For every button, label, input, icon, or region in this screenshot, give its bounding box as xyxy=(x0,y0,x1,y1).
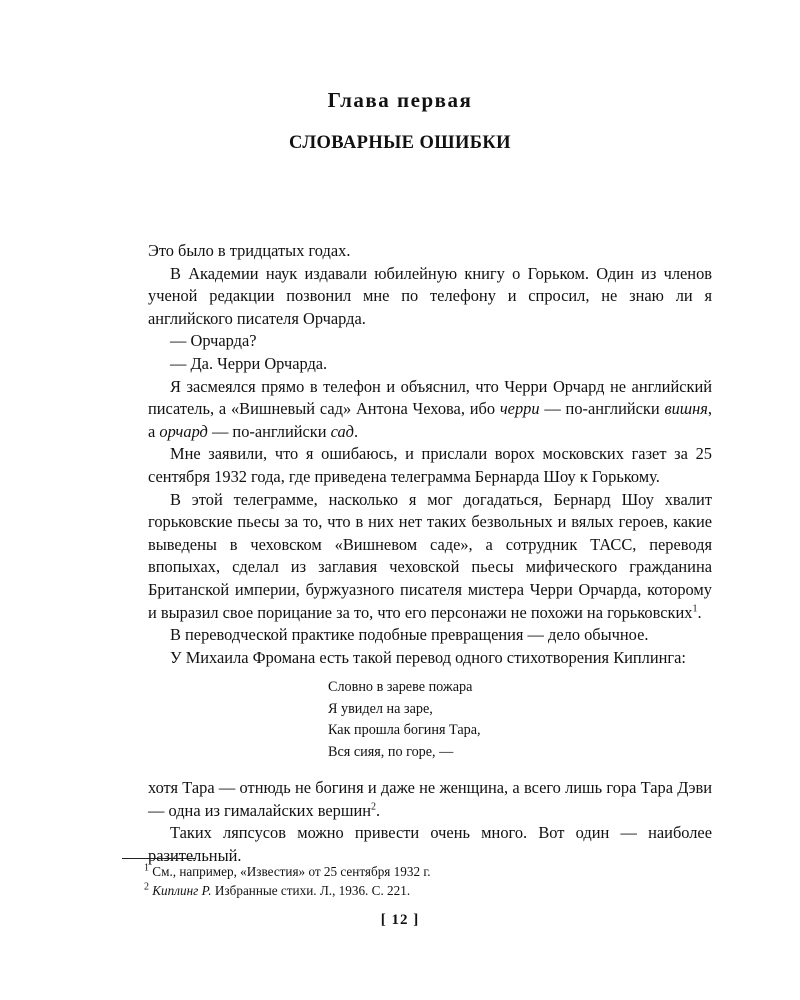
chapter-label: Глава первая xyxy=(327,88,473,112)
paragraph xyxy=(148,376,712,444)
footnote-divider xyxy=(122,858,196,859)
paragraph: У Михаила Фромана есть такой перевод одного стихотворения Киплинга: xyxy=(170,647,686,667)
text-segment: В этой телеграмме, насколько я мог догадаться, Бернард Шоу хвалит горьковские пьесы за то, что в них нет таких безвольных и вялых героев, какие выведены в чеховском «Вишневом саде», а сотрудник ТАСС, переводя впопыхах, сделал из заглавия чеховской пьесы мифического гражданина Британской империи, буржуазного писателя мистера Черри Орчарда, которому и выразил свое порицание за то, что его персонажи не похожи на горьковских xyxy=(148,489,712,622)
paragraph: Таких ляпсусов можно привести очень много. Вот один — наиболее разительный. xyxy=(148,823,712,866)
italic-term: орчард xyxy=(159,421,208,441)
text-segment: . xyxy=(376,800,381,820)
text-segment: , а xyxy=(148,399,713,441)
footnote-mark: 1 xyxy=(144,862,149,874)
italic-term: сад xyxy=(330,421,354,441)
dialogue-line: — Да. Черри Орчарда. xyxy=(170,353,328,373)
paragraph: В Академии наук издавали юбилейную книгу о Горьком. Один из членов ученой редакции позвонил мне по телефону и спросил, не знаю ли я английского писателя Орчарда. xyxy=(148,263,712,328)
dialogue-line: — Орчарда? xyxy=(170,331,257,351)
verse-line: Как прошла богиня Тара, xyxy=(328,722,481,739)
paragraph: Это было в тридцатых годах. xyxy=(148,241,351,260)
page-number: [ 12 ] xyxy=(380,912,420,928)
italic-term: черри xyxy=(499,399,540,419)
text-segment: Я засмеялся прямо в телефон и объяснил, что Черри Орчард не английский писатель, а «Вишневый сад» Антона Чехова, ибо xyxy=(148,376,712,419)
text-segment: . xyxy=(697,602,702,622)
footnote-ref[interactable]: 2 xyxy=(371,801,377,813)
verse-line: Словно в зареве пожара xyxy=(328,679,473,696)
footnote-author: Киплинг Р. xyxy=(152,883,212,898)
paragraph xyxy=(148,777,712,822)
footnote xyxy=(144,862,704,881)
footnote-text: См., например, «Известия» от 25 сентября 1932 г. xyxy=(152,864,431,879)
paragraph: Мне заявили, что я ошибаюсь, и прислали ворох московских газет за 25 сентября 1932 года, где приведена телеграмма Бернарда Шоу к Горькому. xyxy=(148,444,712,486)
italic-term: вишня xyxy=(664,399,708,419)
body-text xyxy=(148,240,712,868)
text-segment: хотя Тара — отнюдь не богиня и даже не женщина, а всего лишь гора Тара Дэви — одна из гималайских вершин xyxy=(148,778,712,820)
paragraph: В переводческой практике подобные превращения — дело обычное. xyxy=(170,625,649,645)
footnote-ref[interactable]: 1 xyxy=(692,603,698,615)
footnote xyxy=(144,881,704,900)
text-segment: . xyxy=(353,421,359,441)
verse-line: Вся сияя, по горе, — xyxy=(328,743,454,760)
footnote-text: Избранные стихи. Л., 1936. С. 221. xyxy=(211,883,411,898)
verse-block xyxy=(328,677,712,763)
text-segment: — по-английски xyxy=(539,399,665,419)
paragraph xyxy=(148,489,712,625)
text-segment: — по-английски xyxy=(207,421,331,441)
chapter-title: СЛОВАРНЫЕ ОШИБКИ xyxy=(289,133,511,153)
footnotes xyxy=(144,862,704,900)
verse-line: Я увидел на заре, xyxy=(328,700,433,717)
footnote-mark: 2 xyxy=(144,881,149,893)
